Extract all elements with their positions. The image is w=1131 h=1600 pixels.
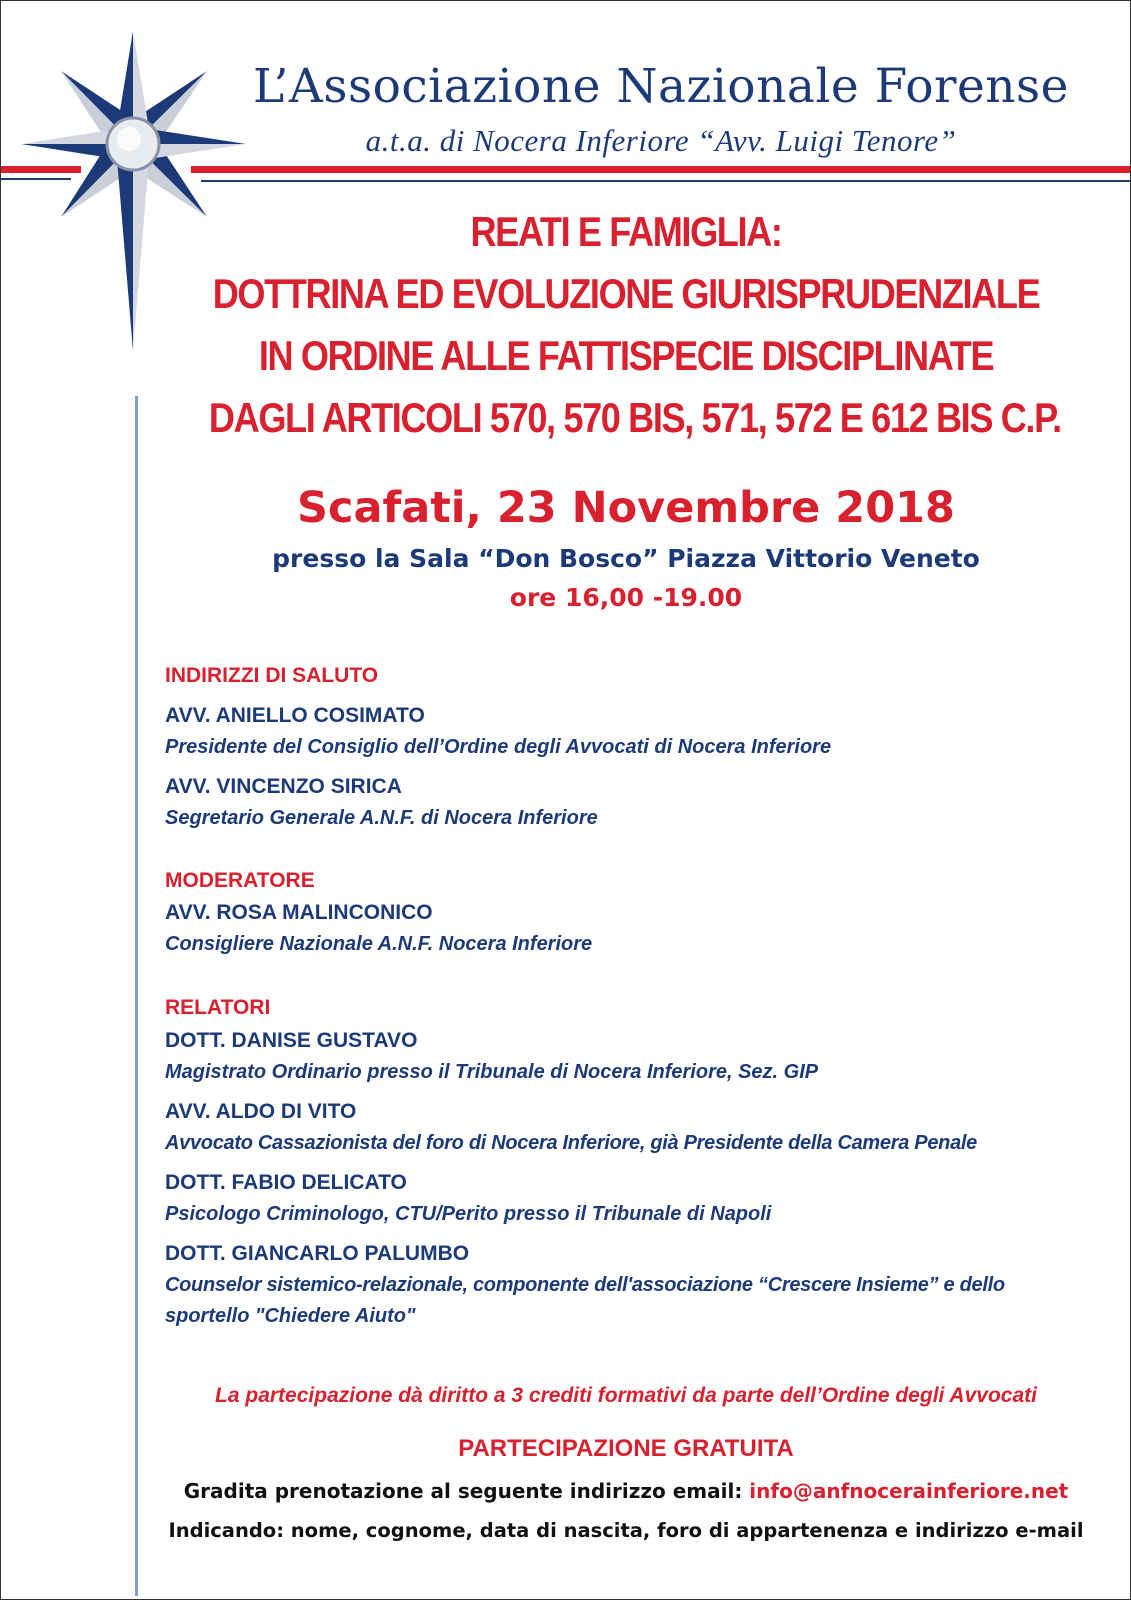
person-name: AVV. ROSA MALINCONICO bbox=[165, 901, 433, 924]
person-role-continued: sportello "Chiedere Aiuto" bbox=[165, 1305, 416, 1327]
headline-line: IN ORDINE ALLE FATTISPECIE DISCIPLINATE bbox=[258, 332, 994, 379]
event-date: Scafati, 23 Novembre 2018 bbox=[297, 483, 955, 533]
credits-note: La partecipazione dà diritto a 3 crediti formativi da parte dell’Ordine degli Avvocati bbox=[215, 1384, 1037, 1407]
person-name: DOTT. FABIO DELICATO bbox=[165, 1171, 407, 1194]
org-title: L’Associazione Nazionale Forense bbox=[253, 59, 1069, 114]
person-name: AVV. ANIELLO COSIMATO bbox=[165, 704, 425, 727]
free-participation: PARTECIPAZIONE GRATUITA bbox=[458, 1435, 794, 1462]
booking-label: Gradita prenotazione al seguente indirizzo email: bbox=[183, 1479, 743, 1503]
headline-line: DAGLI ARTICOLI 570, 570 BIS, 571, 572 E 612 BIS C.P. bbox=[208, 394, 1061, 441]
booking-email-link[interactable]: info@anfnocerainferiore.net bbox=[749, 1479, 1069, 1503]
person-role: Segretario Generale A.N.F. di Nocera Inferiore bbox=[165, 807, 598, 829]
org-subtitle: a.t.a. di Nocera Inferiore “Avv. Luigi Tenore” bbox=[365, 123, 957, 158]
booking-instructions: Indicando: nome, cognome, data di nascita, foro di appartenenza e indirizzo e-mail bbox=[168, 1519, 1084, 1542]
person-role: Counselor sistemico-relazionale, componente dell'associazione “Crescere Insieme” e dello bbox=[165, 1274, 1005, 1296]
person-name: DOTT. GIANCARLO PALUMBO bbox=[165, 1242, 470, 1265]
left-vertical-rule bbox=[135, 396, 138, 1596]
person-role: Magistrato Ordinario presso il Tribunale di Nocera Inferiore, Sez. GIP bbox=[165, 1061, 819, 1083]
headline-line: REATI E FAMIGLIA: bbox=[470, 208, 782, 255]
person-name: AVV. ALDO DI VITO bbox=[165, 1100, 357, 1123]
person-name: AVV. VINCENZO SIRICA bbox=[165, 775, 402, 798]
headline-line: DOTTRINA ED EVOLUZIONE GIURISPRUDENZIALE bbox=[212, 270, 1040, 317]
event-headline bbox=[208, 201, 1061, 449]
section-title-speakers: RELATORI bbox=[165, 996, 271, 1019]
event-time: ore 16,00 -19.00 bbox=[509, 583, 743, 612]
header-stripe-red-right bbox=[191, 166, 1131, 173]
header-stripe-blue-right bbox=[201, 180, 1131, 182]
person-role: Presidente del Consiglio dell’Ordine degli Avvocati di Nocera Inferiore bbox=[165, 736, 832, 758]
person-role: Consigliere Nazionale A.N.F. Nocera Inferiore bbox=[165, 933, 593, 955]
event-venue: presso la Sala “Don Bosco” Piazza Vittorio Veneto bbox=[272, 544, 980, 573]
person-role: Avvocato Cassazionista del foro di Nocera Inferiore, già Presidente della Camera Penale bbox=[165, 1132, 977, 1154]
person-name: DOTT. DANISE GUSTAVO bbox=[165, 1029, 418, 1052]
section-title-greetings: INDIRIZZI DI SALUTO bbox=[165, 664, 379, 687]
section-title-moderator: MODERATORE bbox=[165, 869, 315, 892]
person-role: Psicologo Criminologo, CTU/Perito presso il Tribunale di Napoli bbox=[165, 1203, 772, 1225]
booking-line bbox=[141, 1479, 1111, 1503]
